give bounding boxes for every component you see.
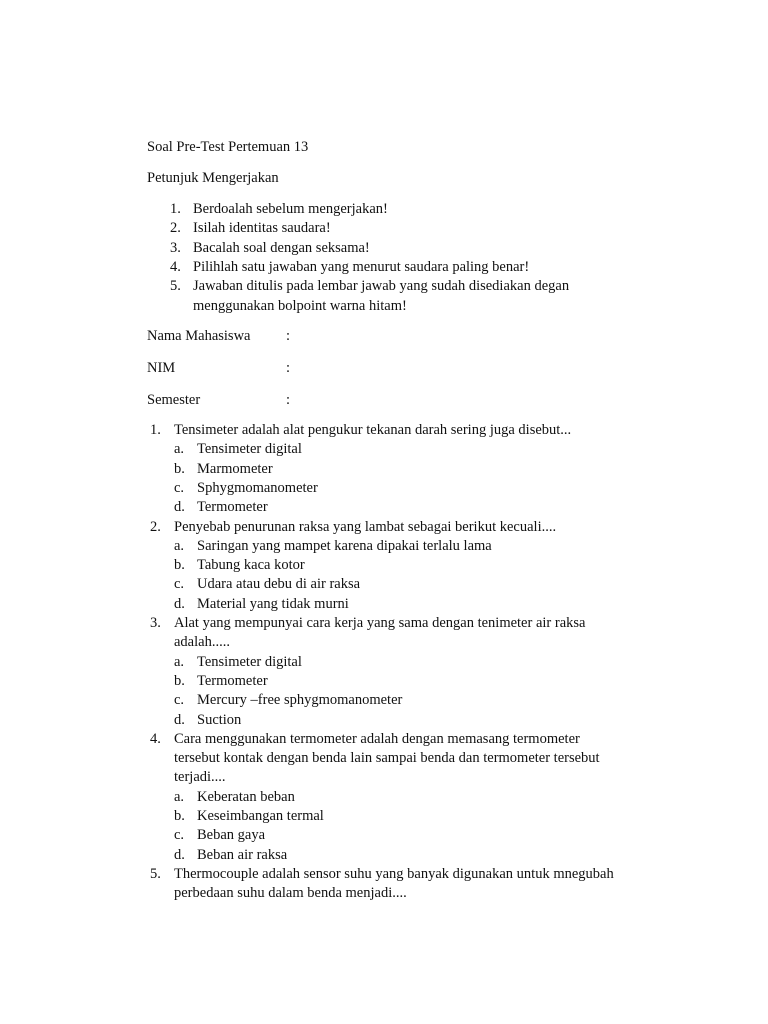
option-text: Tensimeter digital: [197, 653, 302, 670]
nim-colon: :: [286, 360, 291, 376]
semester-colon: :: [286, 392, 291, 408]
option-text: Keseimbangan termal: [197, 808, 324, 824]
option-text: Termometer: [197, 499, 268, 516]
question-number: 2.: [150, 518, 161, 535]
instruction-text: Jawaban ditulis pada lembar jawab yang sudah disediakan degan: [193, 278, 570, 295]
question-text: Thermocouple adalah sensor suhu yang banyak digunakan untuk mnegubah: [174, 865, 614, 882]
name-colon: :: [286, 328, 291, 344]
instruction-text: Isilah identitas saudara!: [193, 220, 331, 237]
option-letter: d.: [174, 711, 185, 728]
question-number: 1.: [150, 422, 161, 438]
question-text: tersebut kontak dengan benda lain sampai benda dan termometer tersebut: [174, 750, 600, 767]
question-text: Penyebab penurunan raksa yang lambat sebagai berikut kecuali....: [174, 518, 557, 535]
semester-label: Semester: [147, 392, 201, 408]
option-letter: c.: [174, 576, 185, 593]
option-text: Suction: [197, 711, 242, 728]
question-number: 3.: [150, 615, 161, 631]
option-letter: a.: [174, 441, 185, 458]
option-letter: b.: [174, 808, 185, 824]
option-letter: c.: [174, 827, 185, 844]
option-letter: b.: [174, 557, 185, 574]
question-number: 5.: [150, 865, 161, 882]
option-letter: c.: [174, 479, 185, 496]
instructions-heading: Petunjuk Mengerjakan: [147, 170, 279, 186]
document-title: Soal Pre-Test Pertemuan 13: [147, 139, 309, 155]
option-letter: a.: [174, 537, 185, 554]
option-letter: c.: [174, 692, 185, 709]
question-text: Alat yang mempunyai cara kerja yang sama dengan tenimeter air raksa: [174, 615, 586, 631]
question-text: Cara menggunakan termometer adalah dengan memasang termometer: [174, 730, 580, 747]
instruction-number: 5.: [170, 278, 181, 295]
instruction-number: 2.: [170, 220, 181, 237]
question-text: perbedaan suhu dalam benda menjadi....: [174, 885, 407, 902]
option-text: Marmometer: [197, 460, 273, 477]
instruction-text: menggunakan bolpoint warna hitam!: [193, 297, 407, 314]
option-letter: a.: [174, 788, 185, 805]
nim-label: NIM: [147, 360, 176, 376]
question-text: adalah.....: [174, 634, 230, 651]
option-text: Material yang tidak murni: [197, 595, 349, 612]
option-letter: d.: [174, 846, 185, 863]
instruction-number: 1.: [170, 201, 181, 217]
instruction-text: Bacalah soal dengan seksama!: [193, 239, 370, 256]
instruction-number: 4.: [170, 258, 181, 275]
instruction-number: 3.: [170, 239, 181, 256]
option-text: Sphygmomanometer: [197, 479, 318, 496]
option-text: Beban gaya: [197, 827, 266, 844]
option-letter: a.: [174, 653, 185, 670]
option-text: Saringan yang mampet karena dipakai terlalu lama: [197, 537, 492, 554]
option-letter: b.: [174, 672, 185, 689]
question-text: terjadi....: [174, 769, 226, 786]
question-text: Tensimeter adalah alat pengukur tekanan darah sering juga disebut...: [174, 422, 572, 438]
name-label: Nama Mahasiswa: [147, 328, 251, 344]
option-text: Beban air raksa: [197, 846, 288, 863]
option-text: Mercury –free sphygmomanometer: [197, 692, 403, 709]
option-text: Tensimeter digital: [197, 441, 302, 458]
option-letter: d.: [174, 595, 185, 612]
option-letter: b.: [174, 460, 185, 477]
option-text: Keberatan beban: [197, 788, 295, 805]
question-number: 4.: [150, 730, 161, 747]
option-text: Tabung kaca kotor: [197, 557, 305, 574]
option-letter: d.: [174, 499, 185, 516]
instruction-text: Berdoalah sebelum mengerjakan!: [193, 201, 388, 217]
option-text: Termometer: [197, 672, 268, 689]
instruction-text: Pilihlah satu jawaban yang menurut saudara paling benar!: [193, 258, 530, 275]
option-text: Udara atau debu di air raksa: [197, 576, 361, 593]
